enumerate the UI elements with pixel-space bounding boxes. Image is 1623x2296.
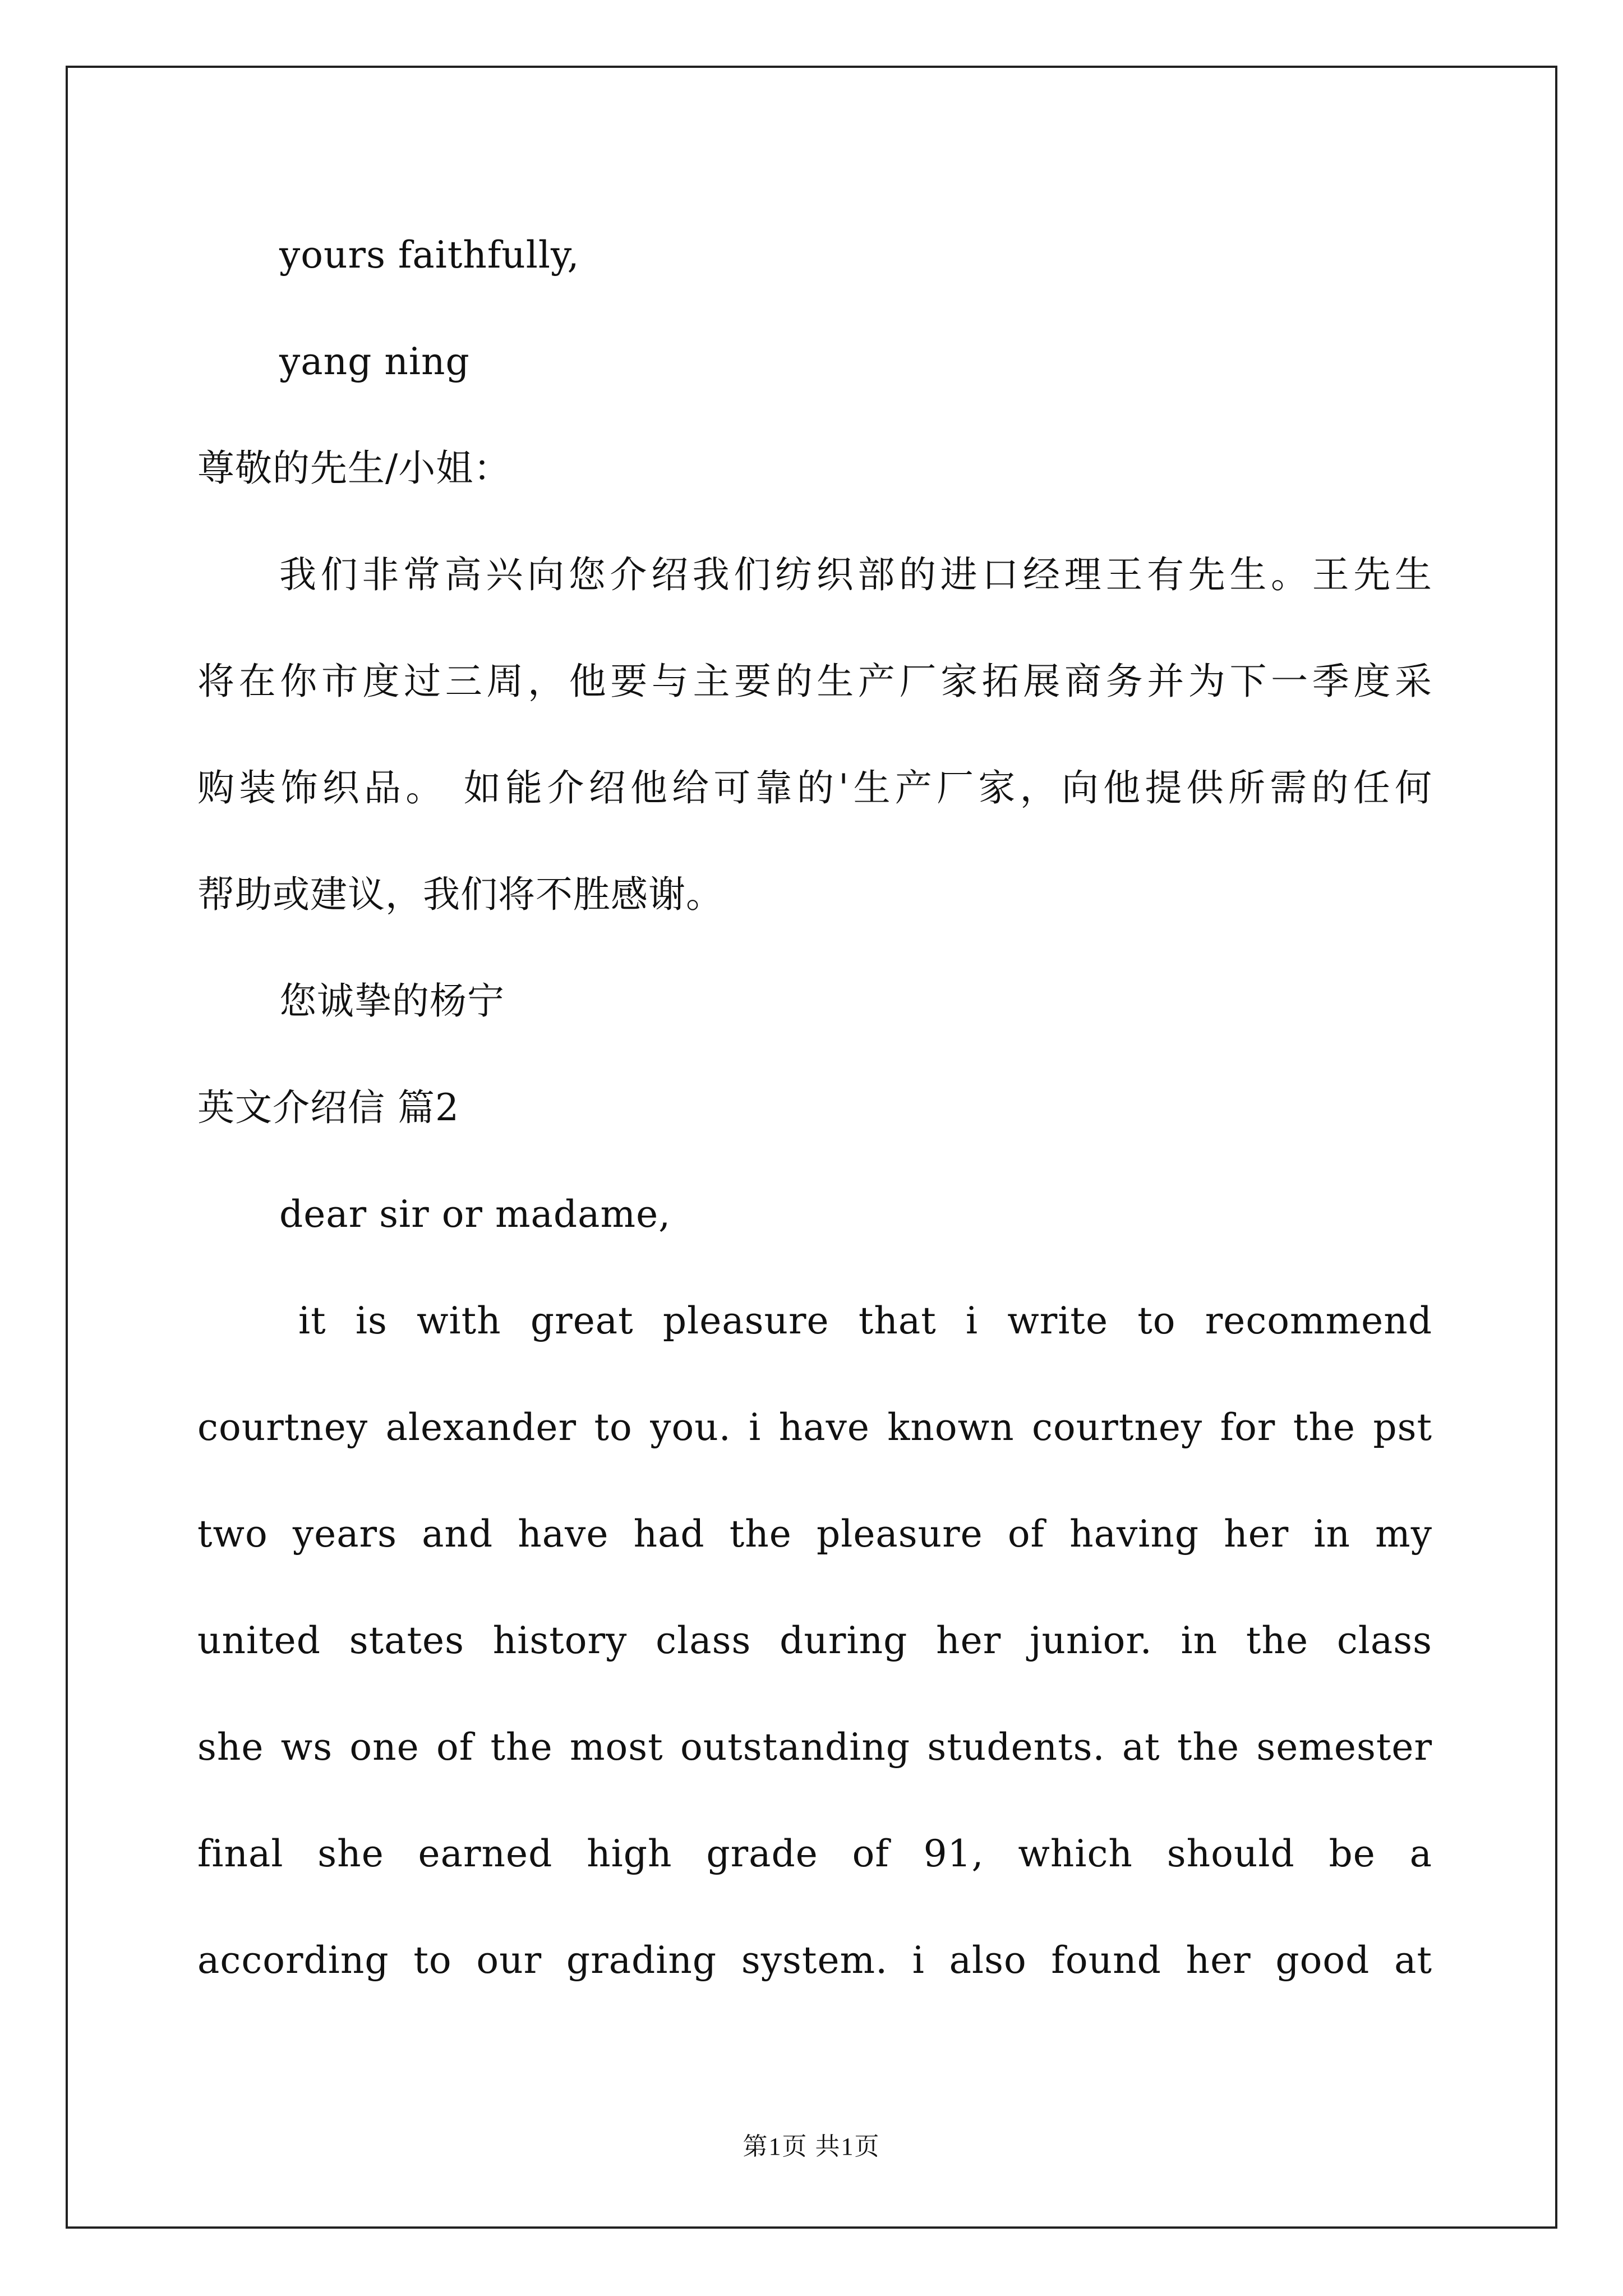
signature-line: yang ning xyxy=(279,340,470,383)
section-heading: 英文介绍信 篇2 xyxy=(197,1086,459,1129)
closing-line: yours faithfully, xyxy=(279,233,580,277)
paragraph-cn-line: 将在你市度过三周，他要与主要的生产厂家拓展商务并为下一季度采 xyxy=(197,660,1432,703)
paragraph-en-line: final she earned high grade of 91, which should be a xyxy=(197,1832,1432,1875)
page-footer: 第1页 共1页 xyxy=(743,2133,880,2160)
paragraph-cn-line: 购装饰织品。 如能介绍他给可靠的'生产厂家，向他提供所需的任何 xyxy=(197,766,1432,809)
paragraph-en-line: she ws one of the most outstanding students. at the semester xyxy=(197,1726,1432,1769)
paragraph-cn-line: 我们非常高兴向您介绍我们纺织部的进口经理王有先生。王先生 xyxy=(279,553,1432,596)
salutation-cn: 尊敬的先生/小姐： xyxy=(197,447,511,490)
closing-cn: 您诚挚的杨宁 xyxy=(279,979,505,1023)
paragraph-en-line: according to our grading system. i also found her good at xyxy=(197,1939,1432,1982)
paragraph-cn-line: 帮助或建议，我们将不胜感谢。 xyxy=(197,873,723,916)
document-body xyxy=(197,202,1432,2014)
paragraph-en-line: two years and have had the pleasure of having her in my xyxy=(197,1512,1432,1556)
paragraph-en-line: it is with great pleasure that i write to recommend xyxy=(298,1299,1432,1342)
salutation-en: dear sir or madame, xyxy=(279,1193,671,1236)
paragraph-en-line: united states history class during her junior. in the class xyxy=(197,1619,1432,1662)
paragraph-en-line: courtney alexander to you. i have known courtney for the pst xyxy=(197,1406,1432,1449)
